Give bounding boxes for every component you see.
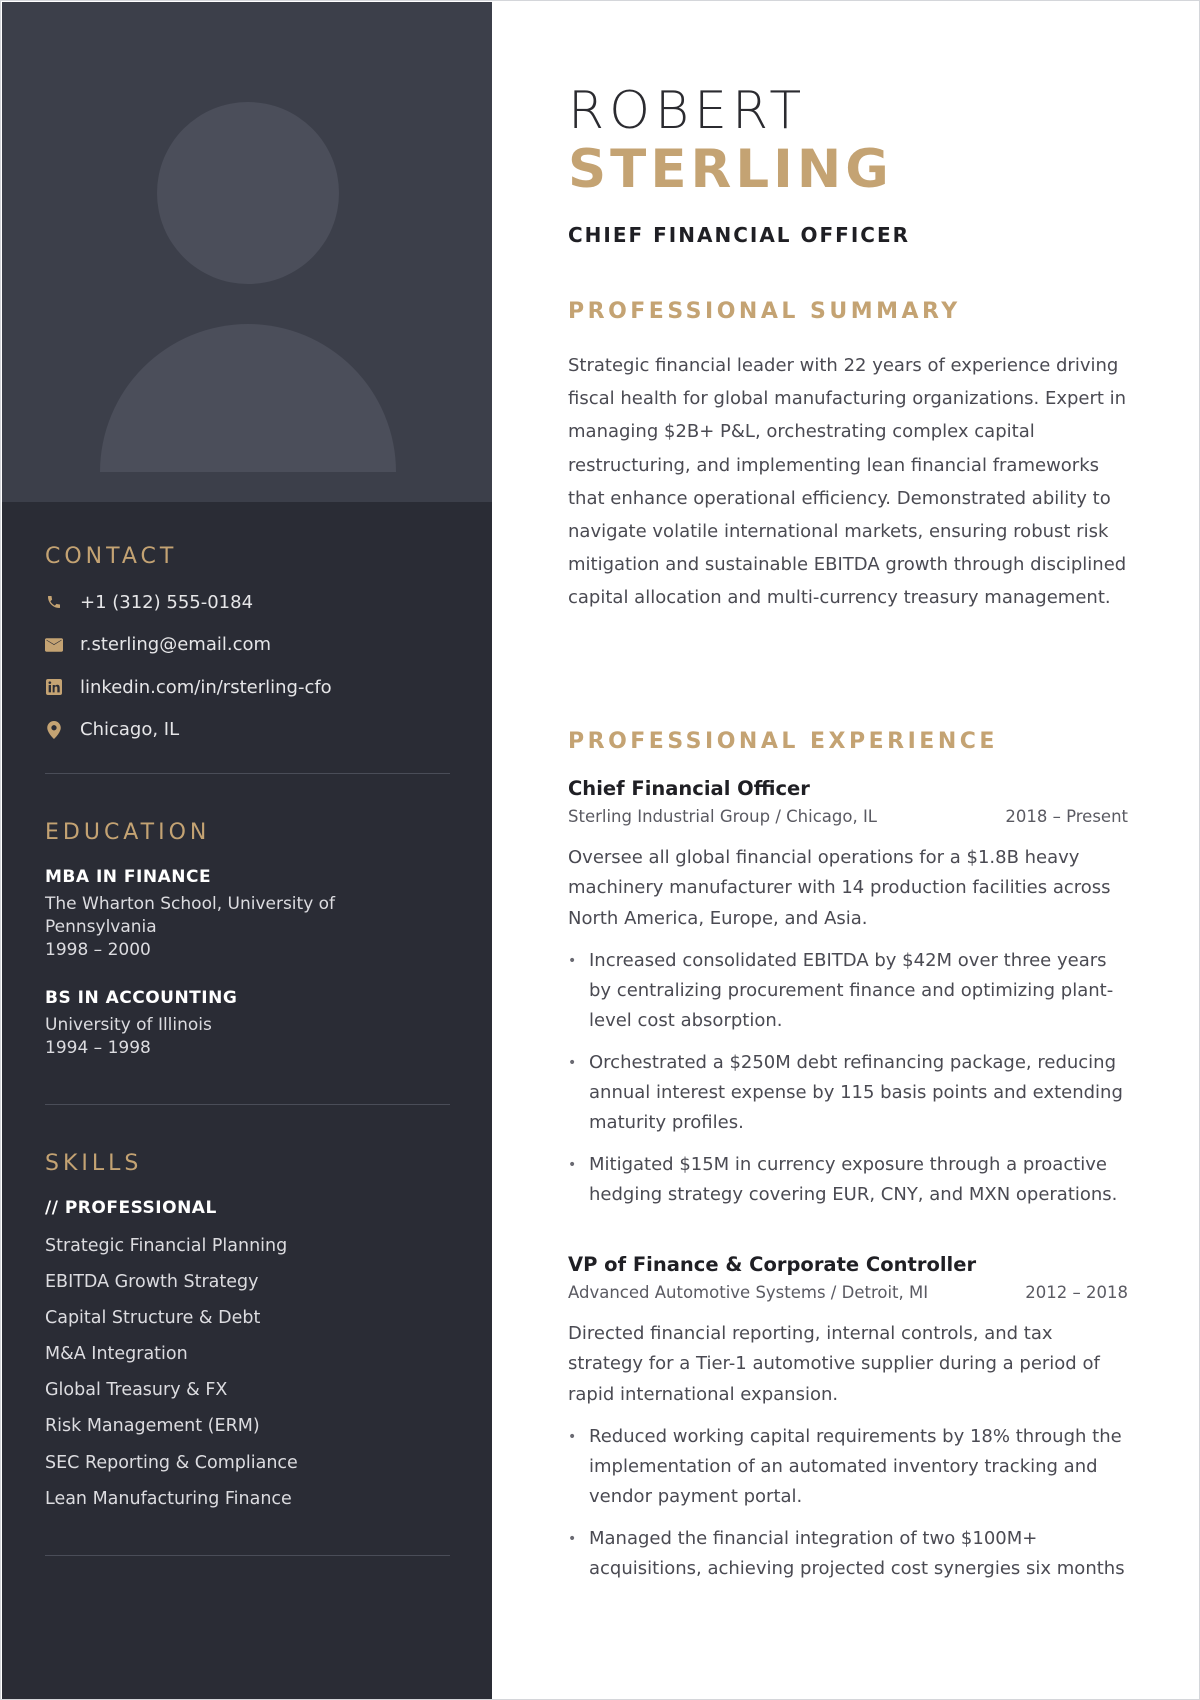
contact-email-text[interactable]: r.sterling@email.com xyxy=(80,634,272,655)
experience-heading: PROFESSIONAL EXPERIENCE xyxy=(568,729,998,754)
contact-phone xyxy=(45,591,450,613)
education-years: 1994 – 1998 xyxy=(45,1037,151,1058)
job-bullet-text: Reduced working capital requirements by 18% through the implementation of an automated inventory tracking and vendor payment portal. xyxy=(589,1425,1122,1508)
job-bullet xyxy=(568,1524,1128,1585)
education-item xyxy=(45,867,450,962)
job-bullet xyxy=(568,1048,1128,1139)
skill-item: SEC Reporting & Compliance xyxy=(45,1452,298,1473)
bullet-dot-icon: • xyxy=(568,1156,577,1173)
job-company: Advanced Automotive Systems / Detroit, MI xyxy=(568,1283,929,1302)
phone-icon xyxy=(45,593,63,611)
profile-photo-placeholder xyxy=(2,2,492,502)
skill-item: M&A Integration xyxy=(45,1344,188,1365)
contact-location xyxy=(45,719,450,741)
sidebar xyxy=(2,2,492,1699)
first-name: ROBERT xyxy=(568,81,807,141)
skills-subheading: // PROFESSIONAL xyxy=(45,1197,217,1218)
education-school: University of Illinois xyxy=(45,1014,212,1035)
bullet-dot-icon: • xyxy=(568,1530,577,1547)
contact-linkedin-text[interactable]: linkedin.com/in/rsterling-cfo xyxy=(80,676,332,698)
experience-entry xyxy=(568,1253,1128,1595)
contact-phone-text[interactable]: +1 (312) 555-0184 xyxy=(80,591,254,613)
job-role: Chief Financial Officer xyxy=(568,777,810,800)
skill-item: Strategic Financial Planning xyxy=(45,1235,288,1256)
linkedin-icon xyxy=(45,678,63,696)
job-role: VP of Finance & Corporate Controller xyxy=(568,1253,977,1276)
skills-heading: SKILLS xyxy=(45,1150,143,1176)
skill-item: Risk Management (ERM) xyxy=(45,1416,260,1437)
job-bullet xyxy=(568,1422,1128,1513)
sidebar-divider xyxy=(45,1555,450,1556)
last-name: STERLING xyxy=(568,139,893,200)
skill-item: EBITDA Growth Strategy xyxy=(45,1271,259,1292)
contact-linkedin xyxy=(45,676,450,698)
contact-heading: CONTACT xyxy=(45,544,178,569)
contact-list xyxy=(45,591,450,741)
bullet-dot-icon: • xyxy=(568,1054,577,1071)
job-bullet-text: Orchestrated a $250M debt refinancing package, reducing annual interest expense by 115 basis points and extending maturity profiles. xyxy=(589,1051,1123,1134)
education-heading: EDUCATION xyxy=(45,819,211,845)
skill-item: Capital Structure & Debt xyxy=(45,1307,261,1328)
job-dates: 2012 – 2018 xyxy=(1025,1283,1128,1302)
education-school: The Wharton School, University of Pennsylvania xyxy=(45,893,336,937)
education-degree: BS IN ACCOUNTING xyxy=(45,987,238,1008)
job-bullet-text: Mitigated $15M in currency exposure through a proactive hedging strategy covering EUR, CNY, and MXN operations. xyxy=(589,1153,1118,1205)
email-icon xyxy=(45,636,63,654)
job-description: Oversee all global financial operations for a $1.8B heavy machinery manufacturer with 14 production facilities across North America, Europe, and Asia. xyxy=(568,847,1111,929)
bullet-dot-icon: • xyxy=(568,952,577,969)
bullet-dot-icon: • xyxy=(568,1428,577,1445)
summary-text: Strategic financial leader with 22 years of experience driving fiscal health for global manufacturing organizations. Expert in managing $2B+ P&L, orchestrating complex capital restructuring, and implementing lean financial frameworks that enhance operational efficiency. Demonstrated ability to navigate volatile international markets, ensuring robust risk mitigation and sustainable EBITDA growth through disciplined capital allocation and multi-currency treasury management. xyxy=(568,355,1127,609)
education-degree: MBA IN FINANCE xyxy=(45,866,212,887)
contact-location-text: Chicago, IL xyxy=(80,719,180,740)
job-bullet xyxy=(568,1150,1128,1211)
experience-entry xyxy=(568,777,1128,1221)
avatar-head-shape xyxy=(157,102,339,284)
job-bullets xyxy=(568,1422,1128,1584)
location-pin-icon xyxy=(45,721,63,739)
education-item xyxy=(45,988,450,1060)
job-bullets xyxy=(568,946,1128,1210)
job-title: CHIEF FINANCIAL OFFICER xyxy=(568,223,911,247)
summary-heading: PROFESSIONAL SUMMARY xyxy=(568,299,961,324)
contact-email xyxy=(45,634,450,656)
skill-item: Global Treasury & FX xyxy=(45,1380,228,1401)
education-section xyxy=(2,774,492,1060)
job-dates: 2018 – Present xyxy=(1005,807,1128,826)
job-meta xyxy=(568,1283,1128,1305)
job-description: Directed financial reporting, internal controls, and tax strategy for a Tier-1 automotive supplier during a period of rapid international expansion. xyxy=(568,1323,1100,1405)
job-bullet-text: Managed the financial integration of two $100M+ acquisitions, achieving projected cost synergies six months xyxy=(589,1527,1125,1580)
contact-section xyxy=(2,502,492,741)
skill-item: Lean Manufacturing Finance xyxy=(45,1488,292,1509)
avatar-shoulders-shape xyxy=(100,324,396,472)
skills-list xyxy=(45,1228,450,1518)
job-bullet-text: Increased consolidated EBITDA by $42M over three years by centralizing procurement finance and optimizing plant-level cost absorption. xyxy=(589,949,1114,1032)
education-years: 1998 – 2000 xyxy=(45,939,151,960)
skills-section xyxy=(2,1105,492,1518)
job-bullet xyxy=(568,946,1128,1037)
job-meta xyxy=(568,807,1128,829)
job-company: Sterling Industrial Group / Chicago, IL xyxy=(568,807,877,826)
